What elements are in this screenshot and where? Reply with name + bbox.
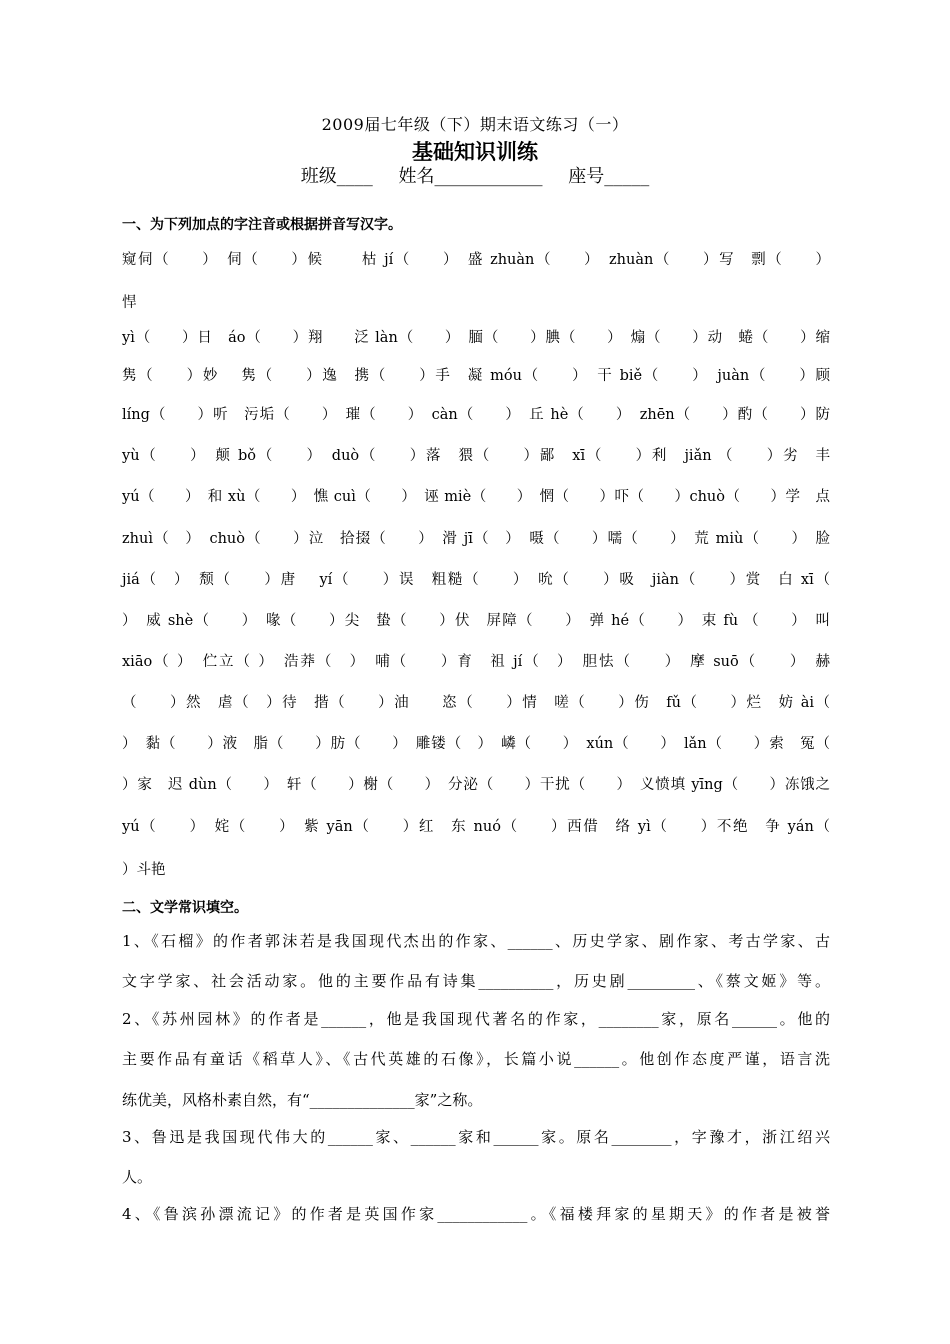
section-2-heading: 二、文学常识填空。 (122, 900, 248, 916)
exercise-row: 悍 (122, 295, 137, 311)
literature-paragraph: 人。 (122, 1168, 153, 1186)
exercise-row: ）斗艳 (122, 862, 166, 878)
class-field: 班级____ (300, 166, 373, 187)
name-field: 姓名____________ (398, 166, 543, 187)
exercise-row: yù（ ） 颠 bǒ（ ） duò（ ）落 猥（ ）鄙 xī（ ）利 jiǎn （ ）劣 丰 (122, 448, 830, 464)
exercise-row: 隽（ ）妙 隽（ ）逸 携（ ）手 凝 móu（ ） 干 biě（ ） juàn（ ）顾 (122, 368, 830, 384)
exercise-row: （ ）然 虐（ ）待 揩（ ）油 恣（ ）情 嗟（ ）伤 fǔ（ ）烂 妨 ài（ (122, 695, 830, 711)
literature-paragraph: 文字学家、社会活动家。他的主要作品有诗集__________，历史剧_________、《蔡文姬》等。 (122, 972, 830, 990)
exercise-row: ） 威 shè（ ） 喙（ ）尖 蛰（ ）伏 屏障（ ） 弹 hé（ ） 束 fù （ ） 叫 (122, 613, 830, 629)
exercise-row: yú（ ） 和 xù（ ） 憔 cuì（ ） 诬 miè（ ） 惘（ ）吓（ ）chuò（ ）学 点 (122, 489, 830, 505)
literature-paragraph: 2、《苏州园林》的作者是______，他是我国现代著名的作家，________家，原名______。他的 (122, 1010, 830, 1028)
literature-paragraph: 主要作品有童话《稻草人》、《古代英雄的石像》，长篇小说______。他创作态度严谨，语言洗 (122, 1050, 830, 1068)
student-info-fields (0, 162, 950, 188)
exercise-row: yú（ ） 姹（ ） 紫 yān（ ）红 东 nuó（ ）西借 络 yì（ ）不绝 争 yán（ (122, 819, 830, 835)
literature-paragraph: 1、《石榴》的作者郭沫若是我国现代杰出的作家、______、历史学家、剧作家、考古学家、古 (122, 932, 830, 950)
exercise-row: zhuì（ ） chuò（ ）泣 拾掇（ ） 滑 jī（ ） 嗫（ ）嚅（ ） 荒 miù（ ） 脸 (122, 531, 830, 547)
literature-paragraph: 4、《鲁滨孙漂流记》的作者是英国作家____________。《福楼拜家的星期天》的作者是被誉 (122, 1205, 830, 1223)
exercise-row: yì（ ）日 áo（ ）翔 泛 làn（ ） 腼（ ）腆（ ） 煽（ ）动 蜷（ ）缩 (122, 330, 830, 346)
document-subtitle: 基础知识训练 (412, 140, 538, 164)
exercise-row: 窥伺（ ） 伺（ ）候 枯 jí（ ） 盛 zhuàn（ ） zhuàn（ ）写 剽（ ） (122, 252, 830, 268)
exercise-row: líng（ ）听 污垢（ ） 璀（ ） càn（ ） 丘 hè（ ） zhēn（ ）酌（ ）防 (122, 407, 830, 423)
literature-paragraph: 练优美，风格朴素自然，有“______________家”之称。 (122, 1091, 483, 1109)
exercise-row: ）家 迟 dùn（ ） 轩（ ）榭（ ） 分泌（ ）干扰（ ） 义愤填 yīng（ ）冻饿之 (122, 777, 830, 793)
exercise-row: ） 黏（ ）液 脂（ ）肪（ ） 雕镂（ ） 嶙（ ） xún（ ） lǎn（ ）索 冤（ (122, 736, 830, 752)
literature-paragraph: 3、鲁迅是我国现代伟大的______家、______家和______家。原名________，字豫才，浙江绍兴 (122, 1128, 830, 1146)
section-1-heading: 一、为下列加点的字注音或根据拼音写汉字。 (122, 217, 402, 233)
exercise-row: jiá（ ） 颓（ ）唐 yí（ ）误 粗糙（ ） 吮（ ）吸 jiàn（ ）赏 白 xī（ (122, 572, 830, 588)
document-title: 2009届七年级（下）期末语文练习（一） (321, 115, 629, 134)
seat-field: 座号_____ (568, 166, 650, 187)
exercise-row: xiāo（ ） 伫立（ ） 浩莽（ ） 哺（ ）育 祖 jí（ ） 胆怯（ ） 摩 suō（ ） 赫 (122, 654, 830, 670)
